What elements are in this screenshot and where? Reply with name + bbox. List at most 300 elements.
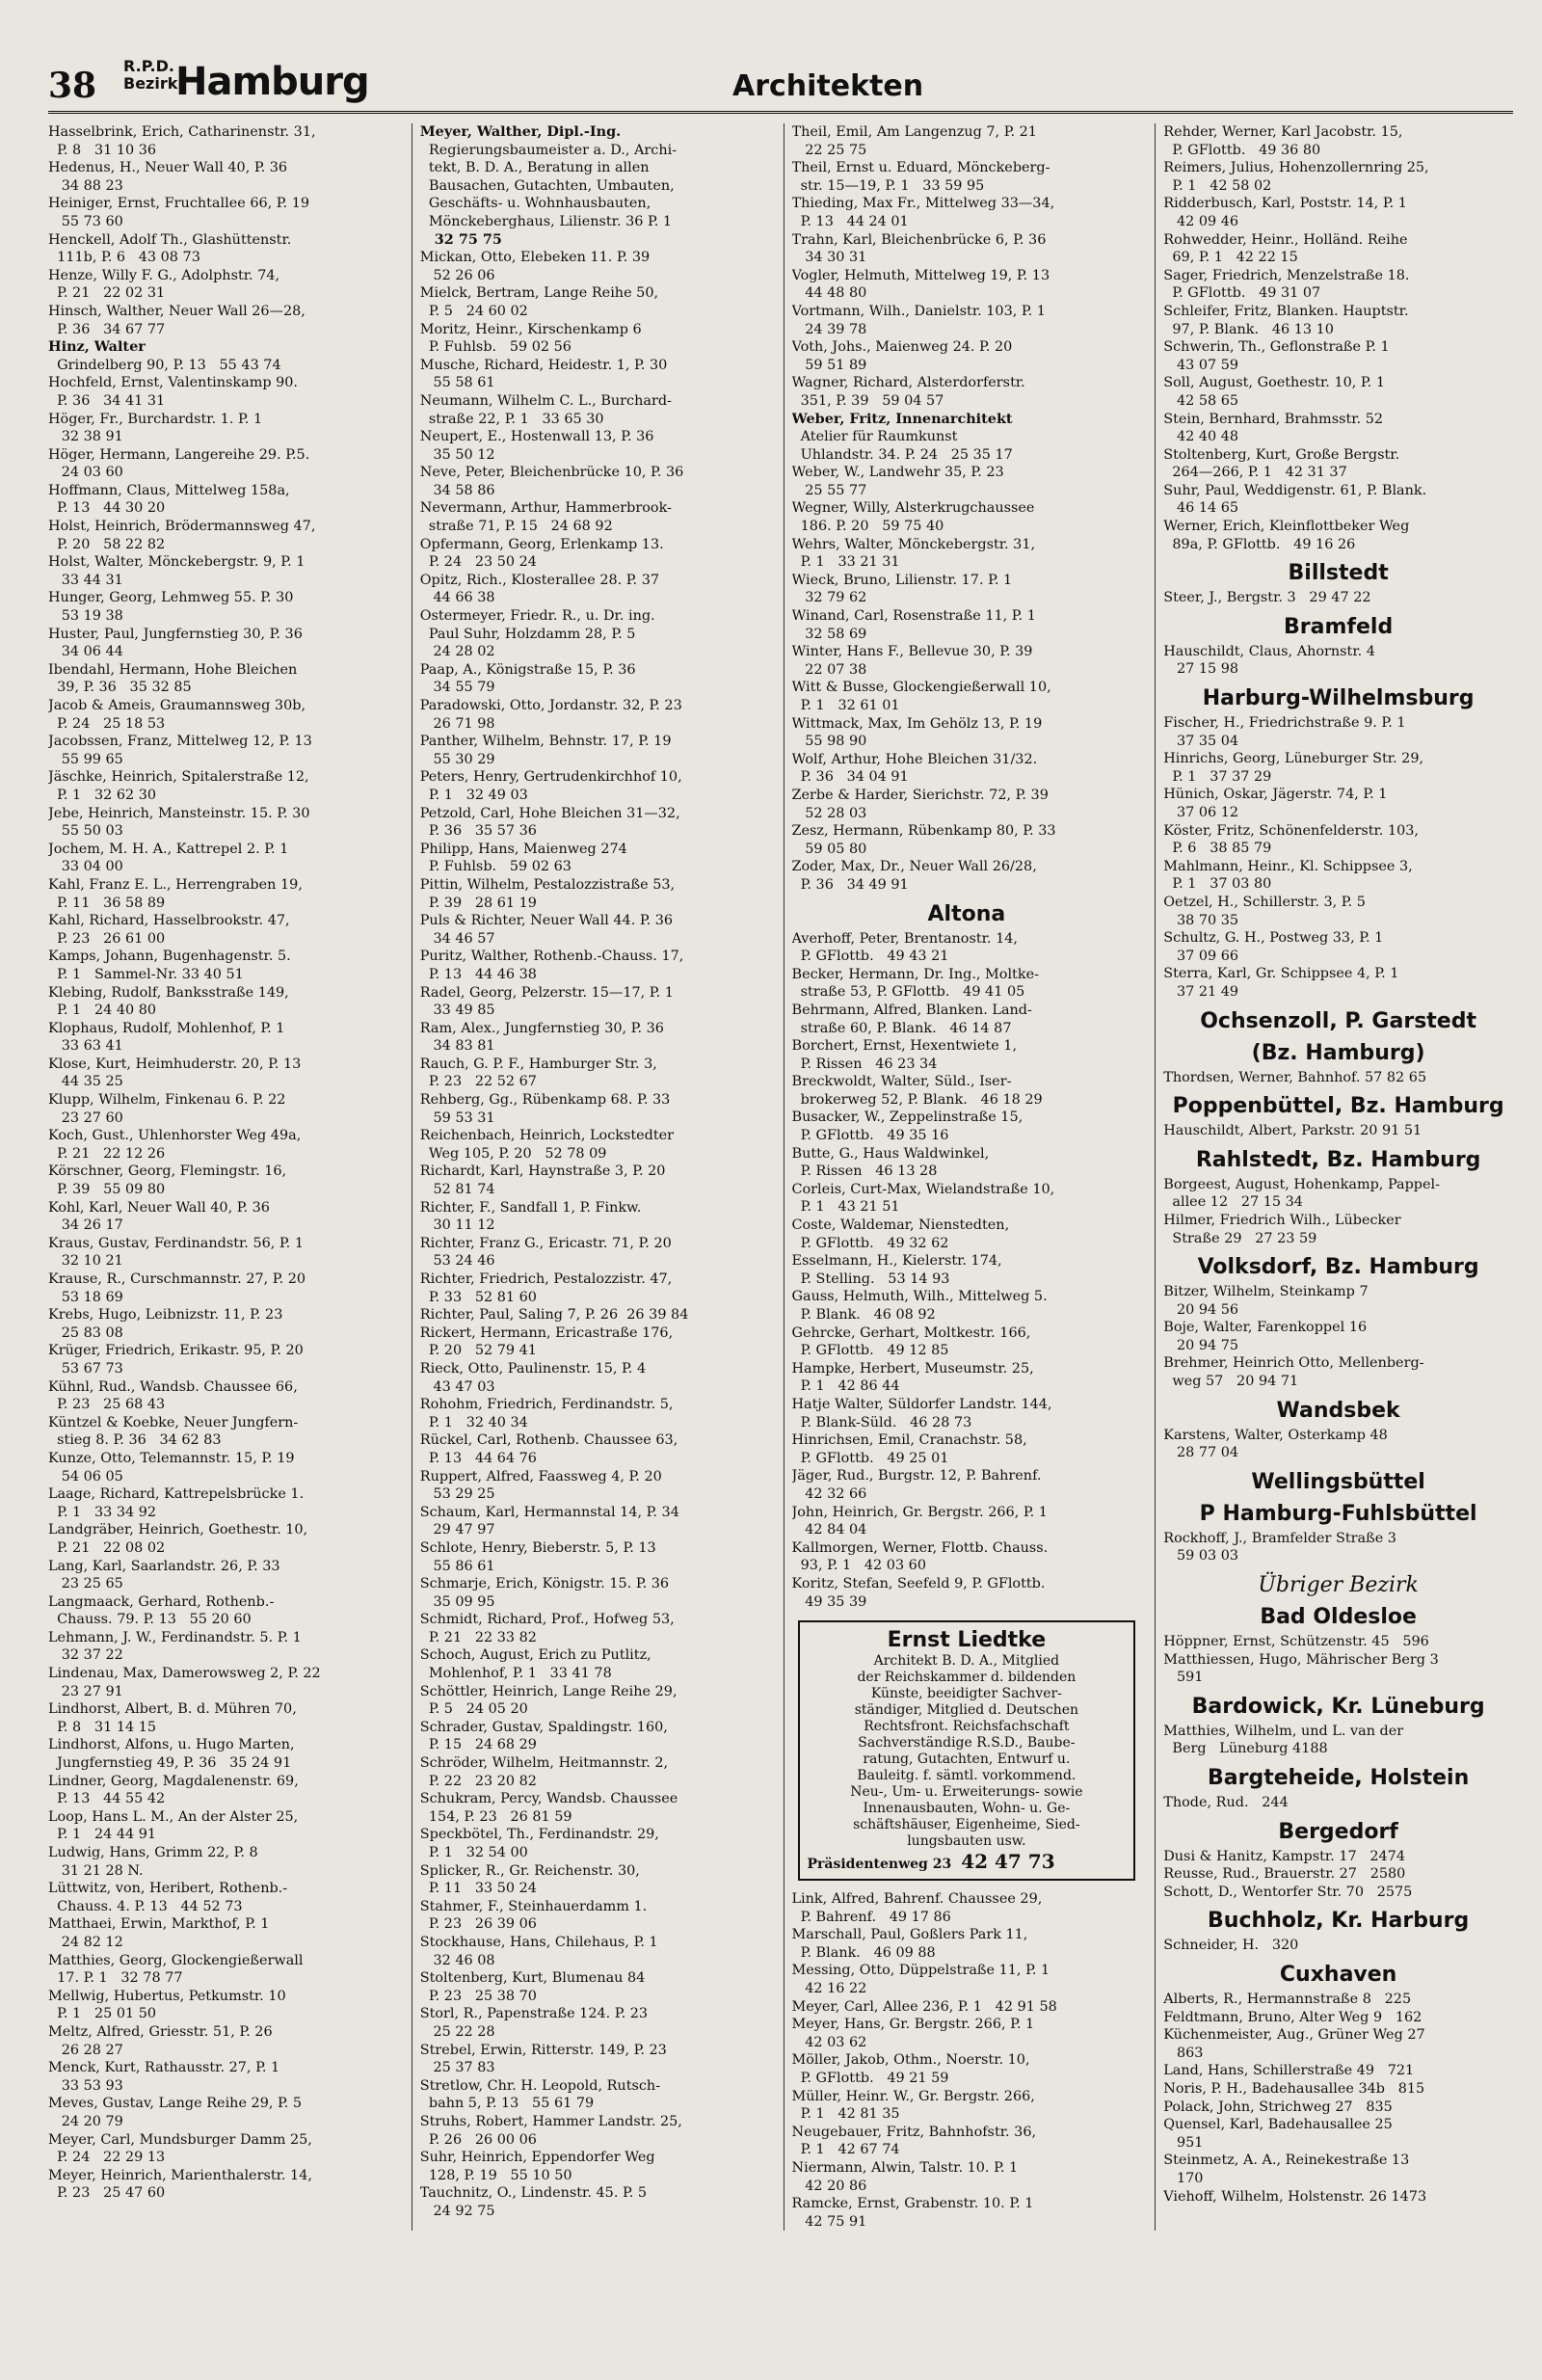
directory-entry: P. 8 31 10 36: [48, 142, 157, 158]
directory-entry: Reichenbach, Heinrich, Lockstedter: [419, 1128, 675, 1144]
directory-entry: Tauchnitz, O., Lindenstr. 45. P. 5: [419, 2185, 648, 2202]
directory-entry: Polack, John, Strichweg 27 835: [1163, 2099, 1393, 2115]
directory-entry: Holst, Heinrich, Brödermannsweg 47,: [48, 519, 316, 535]
directory-entry: P. GFlottb. 49 36 80: [1163, 142, 1321, 158]
directory-entry: Weber, W., Landwehr 35, P. 23: [791, 465, 1004, 481]
directory-entry: Hinsch, Walther, Neuer Wall 26—28,: [48, 303, 306, 319]
directory-entry: 42 09 46: [1163, 213, 1239, 229]
directory-entry: Jacobssen, Franz, Mittelweg 12, P. 13: [48, 734, 312, 750]
directory-entry: P. 1 32 49 03: [419, 787, 528, 803]
directory-entry: Möller, Jakob, Othm., Noerstr. 10,: [791, 2052, 1030, 2069]
directory-entry: Hinrichsen, Emil, Cranachstr. 58,: [791, 1432, 1027, 1449]
directory-entry: Höppner, Ernst, Schützenstr. 45 596: [1163, 1634, 1429, 1650]
page-number: 38: [48, 66, 97, 106]
directory-entry: Rauch, G. P. F., Hamburger Str. 3,: [419, 1056, 657, 1072]
directory-entry: Mohlenhof, P. 1 33 41 78: [419, 1666, 612, 1682]
directory-entry: P. GFlottb. 49 12 85: [791, 1343, 949, 1359]
directory-entry: P. 39 55 09 80: [48, 1182, 166, 1198]
directory-entry: Radel, Georg, Pelzerstr. 15—17, P. 1: [419, 984, 674, 1001]
directory-entry: Borgeest, August, Hohenkamp, Pappel-: [1163, 1176, 1440, 1192]
directory-entry: Straße 29 27 23 59: [1163, 1230, 1317, 1246]
directory-entry: P. 1 24 44 91: [48, 1827, 157, 1843]
directory-entry: P. 1 42 67 74: [791, 2142, 900, 2158]
rpd-text: R.P.D.: [123, 57, 174, 75]
directory-entry: Reusse, Rud., Brauerstr. 27 2580: [1163, 1866, 1406, 1883]
directory-entry: 44 35 25: [48, 1074, 123, 1090]
directory-entry: Weber, Fritz, Innenarchitekt: [791, 410, 1013, 427]
directory-entry: Niermann, Alwin, Talstr. 10. P. 1: [791, 2160, 1019, 2176]
ad-line: Rechtsfront. Reichsfachschaft: [864, 1719, 1070, 1735]
directory-entry: 31 21 28 N.: [48, 1862, 144, 1879]
directory-entry: 25 83 08: [48, 1324, 123, 1341]
directory-entry: Jochem, M. H. A., Kattrepel 2. P. 1: [48, 841, 289, 857]
directory-entry: Stoltenberg, Kurt, Blumenau 84: [419, 1970, 646, 1987]
directory-entry: P. 1 Sammel-Nr. 33 40 51: [48, 966, 244, 982]
directory-entry: Müller, Heinr. W., Gr. Bergstr. 266,: [791, 2088, 1035, 2104]
directory-entry: Laage, Richard, Kattrepelsbrücke 1.: [48, 1486, 305, 1503]
section-title: Architekten: [732, 69, 924, 103]
directory-entry: Thieding, Max Fr., Mittelweg 33—34,: [791, 196, 1055, 212]
directory-entry: 39, P. 36 35 32 85: [48, 680, 192, 696]
directory-entry: Busacker, W., Zeppelinstraße 15,: [791, 1110, 1024, 1126]
directory-entry: Körschner, Georg, Flemingstr. 16,: [48, 1163, 287, 1180]
directory-entry: P. GFlottb. 49 35 16: [791, 1128, 949, 1144]
directory-entry: Henckell, Adolf Th., Glashüttenstr.: [48, 231, 292, 248]
directory-entry: Schmidt, Richard, Prof., Hofweg 53,: [419, 1612, 675, 1628]
directory-entry: 38 70 35: [1163, 912, 1239, 928]
directory-entry: P. Stelling. 53 14 93: [791, 1270, 950, 1287]
directory-entry: Schleifer, Fritz, Blanken. Hauptstr.: [1163, 303, 1409, 319]
directory-entry: Lindner, Georg, Magdalenenstr. 69,: [48, 1773, 299, 1789]
directory-entry: P. 1 42 81 35: [791, 2106, 900, 2123]
column-3: [784, 123, 1142, 2231]
directory-entry: Neugebauer, Fritz, Bahnhofstr. 36,: [791, 2124, 1037, 2140]
directory-entry: Schaum, Karl, Hermannstal 14, P. 34: [419, 1504, 679, 1520]
directory-entry: Corleis, Curt-Max, Wielandstraße 10,: [791, 1181, 1055, 1197]
directory-entry: Gehrcke, Gerhart, Moltkestr. 166,: [791, 1324, 1031, 1341]
directory-entry: Splicker, R., Gr. Reichenstr. 30,: [419, 1862, 640, 1879]
directory-entry: Theil, Ernst u. Eduard, Mönckeberg-: [791, 160, 1050, 176]
directory-entry: 22 07 38: [791, 661, 867, 678]
directory-entry: Neumann, Wilhelm C. L., Burchard-: [419, 392, 672, 409]
bezirk-text: Bezirk: [123, 74, 178, 93]
ad-line: Künste, beeidigter Sachver-: [870, 1686, 1062, 1702]
directory-entry: P. 13 44 24 01: [791, 213, 909, 229]
ad-line: lungsbauten usw.: [907, 1833, 1026, 1850]
district-heading: Wandsbek: [1276, 1398, 1400, 1423]
directory-entry: Borchert, Ernst, Hexentwiete 1,: [791, 1038, 1018, 1055]
directory-entry: Theil, Emil, Am Langenzug 7, P. 21: [791, 124, 1037, 140]
directory-entry: P. Blank. 46 09 88: [791, 1944, 936, 1961]
directory-entry: Lehmann, J. W., Ferdinandstr. 5. P. 1: [48, 1629, 302, 1645]
directory-entry: Schöttler, Heinrich, Lange Reihe 29,: [419, 1683, 678, 1699]
directory-entry: Bausachen, Gutachten, Umbauten,: [419, 177, 675, 194]
directory-entry: 20 94 56: [1163, 1301, 1239, 1318]
directory-entry: P. 23 25 38 70: [419, 1988, 537, 2004]
directory-entry: Thode, Rud. 244: [1163, 1795, 1289, 1810]
ad-line: schäftshäuser, Eigenheime, Sied-: [853, 1817, 1080, 1833]
directory-entry: P. 1 37 37 29: [1163, 768, 1272, 785]
directory-entry: 34 06 44: [48, 644, 123, 660]
directory-entry: Loop, Hans L. M., An der Alster 25,: [48, 1808, 299, 1825]
directory-entry: P. 23 26 39 06: [419, 1916, 537, 1933]
directory-entry: bahn 5, P. 13 55 61 79: [419, 2096, 595, 2112]
directory-entry: 20 94 75: [1163, 1337, 1239, 1353]
directory-entry: 26 28 27: [48, 2042, 123, 2058]
directory-entry: Ram, Alex., Jungfernstieg 30, P. 36: [419, 1020, 664, 1036]
directory-entry: 55 50 03: [48, 823, 123, 840]
directory-entry: Klose, Kurt, Heimhuderstr. 20, P. 13: [48, 1056, 302, 1072]
directory-entry: Wolf, Arthur, Hohe Bleichen 31/32.: [791, 751, 1038, 767]
directory-entry: 28 77 04: [1163, 1445, 1239, 1461]
directory-entry: 33 49 85: [419, 1003, 495, 1019]
directory-entry: 43 47 03: [419, 1378, 495, 1395]
directory-entry: Jebe, Heinrich, Mansteinstr. 15. P. 30: [48, 805, 310, 821]
directory-entry: 55 30 29: [419, 751, 495, 767]
directory-entry: Mielck, Bertram, Lange Reihe 50,: [419, 285, 659, 302]
directory-entry: Behrmann, Alfred, Blanken. Land-: [791, 1002, 1032, 1018]
directory-entry: P. 21 22 02 31: [48, 285, 166, 302]
directory-entry: P. 13 44 64 76: [419, 1450, 537, 1466]
directory-entry: 55 99 65: [48, 751, 123, 767]
ad-line: Bauleitg. f. sämtl. vorkommend.: [857, 1768, 1077, 1784]
directory-entry: Panther, Wilhelm, Behnstr. 17, P. 19: [419, 734, 672, 750]
directory-entry: Koch, Gust., Uhlenhorster Weg 49a,: [48, 1128, 302, 1144]
directory-entry: 59 53 31: [419, 1110, 495, 1126]
directory-entry: Richter, Friedrich, Pestalozzistr. 47,: [419, 1271, 673, 1287]
directory-entry: Zoder, Max, Dr., Neuer Wall 26/28,: [791, 859, 1037, 875]
directory-entry: P. GFlottb. 49 32 62: [791, 1235, 949, 1251]
directory-entry: Rieck, Otto, Paulinenstr. 15, P. 4: [419, 1360, 647, 1377]
directory-entry: Heiniger, Ernst, Fruchtallee 66, P. 19: [48, 196, 310, 212]
directory-entry: P. Bahrenf. 49 17 86: [791, 1909, 951, 1925]
directory-entry: Ramcke, Ernst, Grabenstr. 10. P. 1: [791, 2196, 1034, 2212]
directory-entry: 34 88 23: [48, 177, 123, 194]
directory-entry: P. 36 34 04 91: [791, 769, 909, 786]
directory-entry: 26 71 98: [419, 715, 495, 732]
district-heading: Rahlstedt, Bz. Hamburg: [1195, 1147, 1481, 1172]
directory-entry: P. 1 37 03 80: [1163, 876, 1272, 893]
directory-entry: Stockhause, Hans, Chilehaus, P. 1: [419, 1934, 658, 1950]
directory-entry: Sterra, Karl, Gr. Schippsee 4, P. 1: [1163, 966, 1399, 982]
directory-entry: Sager, Friedrich, Menzelstraße 18.: [1163, 267, 1410, 283]
directory-entry: Matthies, Wilhelm, und L. van der: [1163, 1723, 1404, 1739]
directory-entry: 54 06 05: [48, 1468, 123, 1484]
directory-entry: P. 26 26 00 06: [419, 2131, 537, 2148]
directory-entry: 34 30 31: [791, 250, 867, 266]
directory-entry: stieg 8. P. 36 34 62 83: [48, 1432, 222, 1449]
directory-entry: Hinz, Walter: [48, 338, 146, 356]
directory-entry: 37 21 49: [1163, 983, 1239, 1000]
directory-entry: 33 04 00: [48, 859, 123, 875]
directory-entry: Lang, Karl, Saarlandstr. 26, P. 33: [48, 1558, 280, 1574]
directory-entry: Mickan, Otto, Elebeken 11. P. 39: [419, 250, 651, 266]
directory-entry: Wagner, Richard, Alsterdorferstr.: [791, 375, 1025, 391]
directory-entry: 44 48 80: [791, 285, 867, 302]
directory-entry: Chauss. 4. P. 13 44 52 73: [48, 1898, 243, 1914]
directory-entry: Rehder, Werner, Karl Jacobstr. 15,: [1163, 124, 1403, 140]
directory-entry: 55 73 60: [48, 213, 123, 229]
directory-entry: P. 33 52 81 60: [419, 1289, 537, 1305]
district-heading: Billstedt: [1288, 561, 1389, 586]
directory-entry: P. 8 31 14 15: [48, 1719, 157, 1735]
directory-entry: 42 20 86: [791, 2178, 867, 2194]
directory-entry: 32 10 21: [48, 1253, 123, 1270]
directory-entry: Menck, Kurt, Rathausstr. 27, P. 1: [48, 2060, 280, 2076]
directory-entry: P. 1 33 34 92: [48, 1504, 157, 1520]
directory-entry: Hinrichs, Georg, Lüneburger Str. 29,: [1163, 751, 1424, 767]
ad-line: ständiger, Mitglied d. Deutschen: [854, 1702, 1079, 1719]
directory-entry: Kunze, Otto, Telemannstr. 15, P. 19: [48, 1450, 295, 1466]
directory-entry: 37 35 04: [1163, 733, 1239, 749]
page-header: [48, 58, 1513, 114]
directory-entry: Stahmer, F., Steinhauerdamm 1.: [419, 1898, 648, 1914]
directory-entry: Peters, Henry, Gertrudenkirchhof 10,: [419, 769, 682, 786]
directory-entry: Schoch, August, Erich zu Putlitz,: [419, 1647, 651, 1664]
district-heading: Cuxhaven: [1279, 1962, 1397, 1987]
directory-entry: 863: [1163, 2045, 1204, 2061]
columns: [48, 123, 1513, 2231]
directory-entry: P. 23 25 68 43: [48, 1397, 166, 1413]
directory-entry: Steinmetz, A. A., Reinekestraße 13: [1163, 2153, 1410, 2169]
directory-entry: Boje, Walter, Farenkoppel 16: [1163, 1320, 1368, 1336]
directory-entry: 25 37 83: [419, 2060, 495, 2076]
directory-entry: Jäschke, Heinrich, Spitalerstraße 12,: [48, 769, 309, 786]
directory-entry: P. 1 42 86 44: [791, 1378, 900, 1395]
directory-entry: 186. P. 20 59 75 40: [791, 519, 944, 535]
directory-entry: P. 20 58 22 82: [48, 536, 166, 552]
directory-entry: 53 18 69: [48, 1289, 123, 1305]
directory-entry: straße 53, P. GFlottb. 49 41 05: [791, 984, 1025, 1001]
directory-entry: P. 36 34 49 91: [791, 876, 909, 893]
directory-entry: Stretlow, Chr. H. Leopold, Rutsch-: [419, 2077, 661, 2094]
directory-entry: Zerbe & Harder, Sierichstr. 72, P. 39: [791, 787, 1049, 803]
directory-entry: P. 15 24 68 29: [419, 1737, 537, 1753]
directory-entry: 59 03 03: [1163, 1548, 1239, 1564]
directory-entry: P. Fuhlsb. 59 02 56: [419, 339, 572, 356]
directory-entry: Kamps, Johann, Bugenhagenstr. 5.: [48, 949, 291, 965]
directory-entry: 170: [1163, 2170, 1204, 2186]
directory-entry: P. GFlottb. 49 21 59: [791, 2071, 949, 2087]
directory-entry: Ostermeyer, Friedr. R., u. Dr. ing.: [419, 608, 655, 625]
directory-entry: 24 82 12: [48, 1934, 123, 1950]
directory-entry: 24 03 60: [48, 465, 123, 481]
directory-entry: 49 35 39: [791, 1593, 867, 1610]
directory-entry: Ibendahl, Hermann, Hohe Bleichen: [48, 661, 298, 678]
directory-entry: Hilmer, Friedrich Wilh., Lübecker: [1163, 1212, 1401, 1228]
directory-entry: P. 5 24 60 02: [419, 303, 528, 319]
directory-entry: P. 39 28 61 19: [419, 895, 537, 911]
directory-entry: Schlote, Henry, Bieberstr. 5, P. 13: [419, 1539, 656, 1556]
directory-entry: Richardt, Karl, Haynstraße 3, P. 20: [419, 1163, 666, 1180]
directory-entry: 37 09 66: [1163, 948, 1239, 964]
district-heading: Bergedorf: [1278, 1819, 1398, 1844]
directory-entry: allee 12 27 15 34: [1163, 1194, 1303, 1211]
directory-entry: 35 50 12: [419, 446, 495, 463]
directory-entry: Richter, Paul, Saling 7, P. 26 26 39 84: [419, 1307, 689, 1324]
directory-entry: P. 1 33 21 31: [791, 554, 900, 571]
directory-entry: 53 19 38: [48, 608, 123, 625]
directory-entry: Hedenus, H., Neuer Wall 40, P. 36: [48, 160, 288, 176]
directory-entry: P. 6 38 85 79: [1163, 841, 1272, 857]
ad-line: der Reichskammer d. bildenden: [857, 1670, 1077, 1686]
directory-entry: 52 28 03: [791, 805, 867, 821]
directory-entry: Hochfeld, Ernst, Valentinskamp 90.: [48, 375, 299, 391]
directory-entry: Rohwedder, Heinr., Holländ. Reihe: [1163, 231, 1408, 248]
directory-entry: Matthiessen, Hugo, Mährischer Berg 3: [1163, 1651, 1439, 1668]
directory-entry: Hatje Walter, Süldorfer Landstr. 144,: [791, 1396, 1052, 1412]
directory-entry: Suhr, Paul, Weddigenstr. 61, P. Blank.: [1163, 482, 1427, 498]
directory-entry: Lindhorst, Alfons, u. Hugo Marten,: [48, 1737, 295, 1753]
directory-entry: 32 79 62: [791, 590, 867, 606]
directory-entry: Puls & Richter, Neuer Wall 44. P. 36: [419, 913, 674, 929]
directory-entry: 32 58 69: [791, 626, 867, 642]
directory-entry: 22 25 75: [791, 142, 867, 158]
directory-entry: 55 86 61: [419, 1558, 495, 1574]
directory-entry: Oetzel, H., Schillerstr. 3, P. 5: [1163, 894, 1366, 910]
directory-entry: P. 24 22 29 13: [48, 2150, 166, 2166]
directory-entry: 53 67 73: [48, 1360, 123, 1377]
directory-entry: 33 44 31: [48, 572, 123, 588]
directory-entry: P. 24 23 50 24: [419, 554, 537, 571]
directory-entry: Winand, Carl, Rosenstraße 11, P. 1: [791, 608, 1036, 625]
district-heading: Bramfeld: [1284, 614, 1394, 639]
directory-entry: Fischer, H., Friedrichstraße 9. P. 1: [1163, 715, 1406, 732]
directory-entry: Huster, Paul, Jungfernstieg 30, P. 36: [48, 626, 303, 642]
directory-entry: Zesz, Hermann, Rübenkamp 80, P. 33: [791, 823, 1056, 840]
directory-entry: Krause, R., Curschmannstr. 27, P. 20: [48, 1271, 306, 1287]
ad-line: Sachverständige R.S.D., Baube-: [858, 1735, 1076, 1752]
directory-entry: Berg Lüneburg 4188: [1163, 1741, 1328, 1757]
directory-entry: straße 71, P. 15 24 68 92: [419, 519, 613, 535]
directory-entry: Klebing, Rudolf, Banksstraße 149,: [48, 984, 289, 1001]
directory-entry: Wegner, Willy, Alsterkrugchaussee: [791, 500, 1035, 517]
directory-entry: Hasselbrink, Erich, Catharinenstr. 31,: [48, 124, 316, 140]
directory-entry: Vortmann, Wilh., Danielstr. 103, P. 1: [791, 303, 1046, 319]
directory-entry: Höger, Fr., Burchardstr. 1. P. 1: [48, 411, 263, 427]
directory-entry: P. Fuhlsb. 59 02 63: [419, 859, 572, 875]
directory-entry: Grindelberg 90, P. 13 55 43 74: [48, 357, 281, 373]
directory-entry: P. 24 25 18 53: [48, 715, 166, 732]
directory-entry: Krebs, Hugo, Leibnizstr. 11, P. 23: [48, 1307, 283, 1324]
directory-entry: Link, Alfred, Bahrenf. Chaussee 29,: [791, 1891, 1043, 1908]
directory-entry: Opitz, Rich., Klosterallee 28. P. 37: [419, 572, 660, 588]
directory-entry: Köster, Fritz, Schönenfelderstr. 103,: [1163, 822, 1419, 839]
directory-entry: Schrader, Gustav, Spaldingstr. 160,: [419, 1719, 668, 1735]
directory-entry: Paradowski, Otto, Jordanstr. 32, P. 23: [419, 698, 682, 713]
directory-entry: P. 23 26 61 00: [48, 930, 166, 947]
directory-entry: Esselmann, H., Kielerstr. 174,: [791, 1253, 1002, 1270]
directory-entry: Struhs, Robert, Hammer Landstr. 25,: [419, 2113, 682, 2129]
directory-entry: Marschall, Paul, Goßlers Park 11,: [791, 1927, 1028, 1943]
ad-phone: 42 47 73: [961, 1850, 1055, 1874]
directory-entry: 591: [1163, 1670, 1204, 1686]
directory-entry: Lindhorst, Albert, B. d. Mühren 70,: [48, 1701, 297, 1718]
directory-entry: Kahl, Richard, Hasselbrookstr. 47,: [48, 913, 290, 929]
directory-entry: Paap, A., Königstraße 15, P. 36: [419, 661, 636, 678]
directory-entry: P. 1 32 61 01: [791, 698, 900, 713]
directory-entry: 55 98 90: [791, 734, 867, 750]
directory-entry: P. 1 24 40 80: [48, 1003, 157, 1019]
directory-entry: Hauschildt, Albert, Parkstr. 20 91 51: [1163, 1123, 1422, 1139]
directory-entry: Feldtmann, Bruno, Alter Weg 9 162: [1163, 2009, 1422, 2025]
directory-entry: Becker, Hermann, Dr. Ing., Moltke-: [791, 966, 1039, 982]
directory-entry: 30 11 12: [419, 1217, 495, 1234]
directory-entry: Strebel, Erwin, Ritterstr. 149, P. 23: [419, 2042, 667, 2058]
directory-entry: Mönckeberghaus, Lilienstr. 36 P. 1: [419, 213, 673, 229]
directory-entry: Langmaack, Gerhard, Rothenb.-: [48, 1593, 275, 1610]
ad-title: Ernst Liedtke: [887, 1628, 1047, 1653]
directory-entry: 53 29 25: [419, 1486, 495, 1503]
directory-entry: Mellwig, Hubertus, Petkumstr. 10: [48, 1988, 286, 2004]
column-2: [412, 123, 770, 2231]
directory-entry: P. Rissen 46 13 28: [791, 1163, 938, 1180]
directory-entry: Pittin, Wilhelm, Pestalozzistraße 53,: [419, 876, 676, 893]
directory-entry: P. Rissen 46 23 34: [791, 1056, 938, 1072]
directory-entry: P. 1 43 21 51: [791, 1199, 900, 1216]
directory-entry: Holst, Walter, Mönckebergstr. 9, P. 1: [48, 554, 306, 571]
directory-entry: P. 13 44 46 38: [419, 966, 537, 982]
directory-entry: 42 40 48: [1163, 429, 1239, 445]
directory-entry: 93, P. 1 42 03 60: [791, 1558, 926, 1574]
directory-entry: P. 36 34 67 77: [48, 321, 166, 337]
directory-entry: 42 58 65: [1163, 392, 1239, 409]
directory-entry: Kahl, Franz E. L., Herrengraben 19,: [48, 876, 303, 893]
directory-entry: Kraus, Gustav, Ferdinandstr. 56, P. 1: [48, 1235, 304, 1251]
district-heading: Wellingsbüttel: [1251, 1469, 1425, 1494]
directory-entry: Meltz, Alfred, Griesstr. 51, P. 26: [48, 2023, 273, 2040]
directory-entry: tekt, B. D. A., Beratung in allen: [419, 160, 650, 176]
directory-entry: P. GFlottb. 49 43 21: [791, 949, 949, 965]
directory-entry: 24 20 79: [48, 2113, 123, 2129]
directory-entry: P. 1 32 40 34: [419, 1414, 528, 1431]
directory-entry: Voth, Johs., Maienweg 24. P. 20: [791, 339, 1013, 356]
directory-entry: 23 27 60: [48, 1110, 123, 1126]
directory-entry: P. 36 34 41 31: [48, 392, 166, 409]
directory-entry: 111b, P. 6 43 08 73: [48, 250, 200, 266]
directory-entry: Wieck, Bruno, Lilienstr. 17. P. 1: [791, 572, 1013, 588]
directory-entry: Ruppert, Alfred, Faassweg 4, P. 20: [419, 1468, 662, 1484]
directory-entry: Kallmorgen, Werner, Flottb. Chauss.: [791, 1539, 1049, 1556]
directory-entry: 34 55 79: [419, 680, 495, 696]
directory-entry: Noris, P. H., Badehausallee 34b 815: [1163, 2080, 1425, 2097]
directory-entry: P. 22 23 20 82: [419, 1773, 537, 1789]
directory-entry: Messing, Otto, Düppelstraße 11, P. 1: [791, 1963, 1050, 1979]
directory-entry: Werner, Erich, Kleinflottbeker Weg: [1163, 519, 1410, 535]
directory-entry: Suhr, Heinrich, Eppendorfer Weg: [419, 2150, 655, 2166]
directory-entry: straße 60, P. Blank. 46 14 87: [791, 1020, 1012, 1036]
district-heading: Buchholz, Kr. Harburg: [1208, 1909, 1470, 1934]
directory-entry: 154, P. 23 26 81 59: [419, 1808, 572, 1825]
directory-entry: 29 47 97: [419, 1522, 495, 1538]
directory-entry: str. 15—19, P. 1 33 59 95: [791, 177, 985, 194]
directory-entry: Hoffmann, Claus, Mittelweg 158a,: [48, 482, 290, 498]
directory-entry: Winter, Hans F., Bellevue 30, P. 39: [791, 644, 1033, 660]
directory-entry: Hampke, Herbert, Museumstr. 25,: [791, 1360, 1034, 1377]
directory-entry: 23 27 91: [48, 1683, 123, 1699]
directory-entry: Küchenmeister, Aug., Grüner Weg 27: [1163, 2027, 1425, 2044]
directory-entry: 59 51 89: [791, 357, 867, 373]
directory-entry: Rockhoff, J., Bramfelder Straße 3: [1163, 1530, 1396, 1546]
directory-entry: Meyer, Heinrich, Marienthalerstr. 14,: [48, 2167, 312, 2183]
directory-entry: 33 63 41: [48, 1038, 123, 1055]
directory-entry: Koritz, Stefan, Seefeld 9, P. GFlottb.: [791, 1575, 1046, 1591]
district-heading: P Hamburg-Fuhlsbüttel: [1199, 1501, 1477, 1526]
directory-entry: 23 25 65: [48, 1576, 123, 1592]
directory-entry: Küntzel & Koebke, Neuer Jungfern-: [48, 1414, 299, 1431]
directory-entry: Lüttwitz, von, Heribert, Rothenb.-: [48, 1881, 288, 1897]
directory-entry: 52 81 74: [419, 1182, 495, 1198]
